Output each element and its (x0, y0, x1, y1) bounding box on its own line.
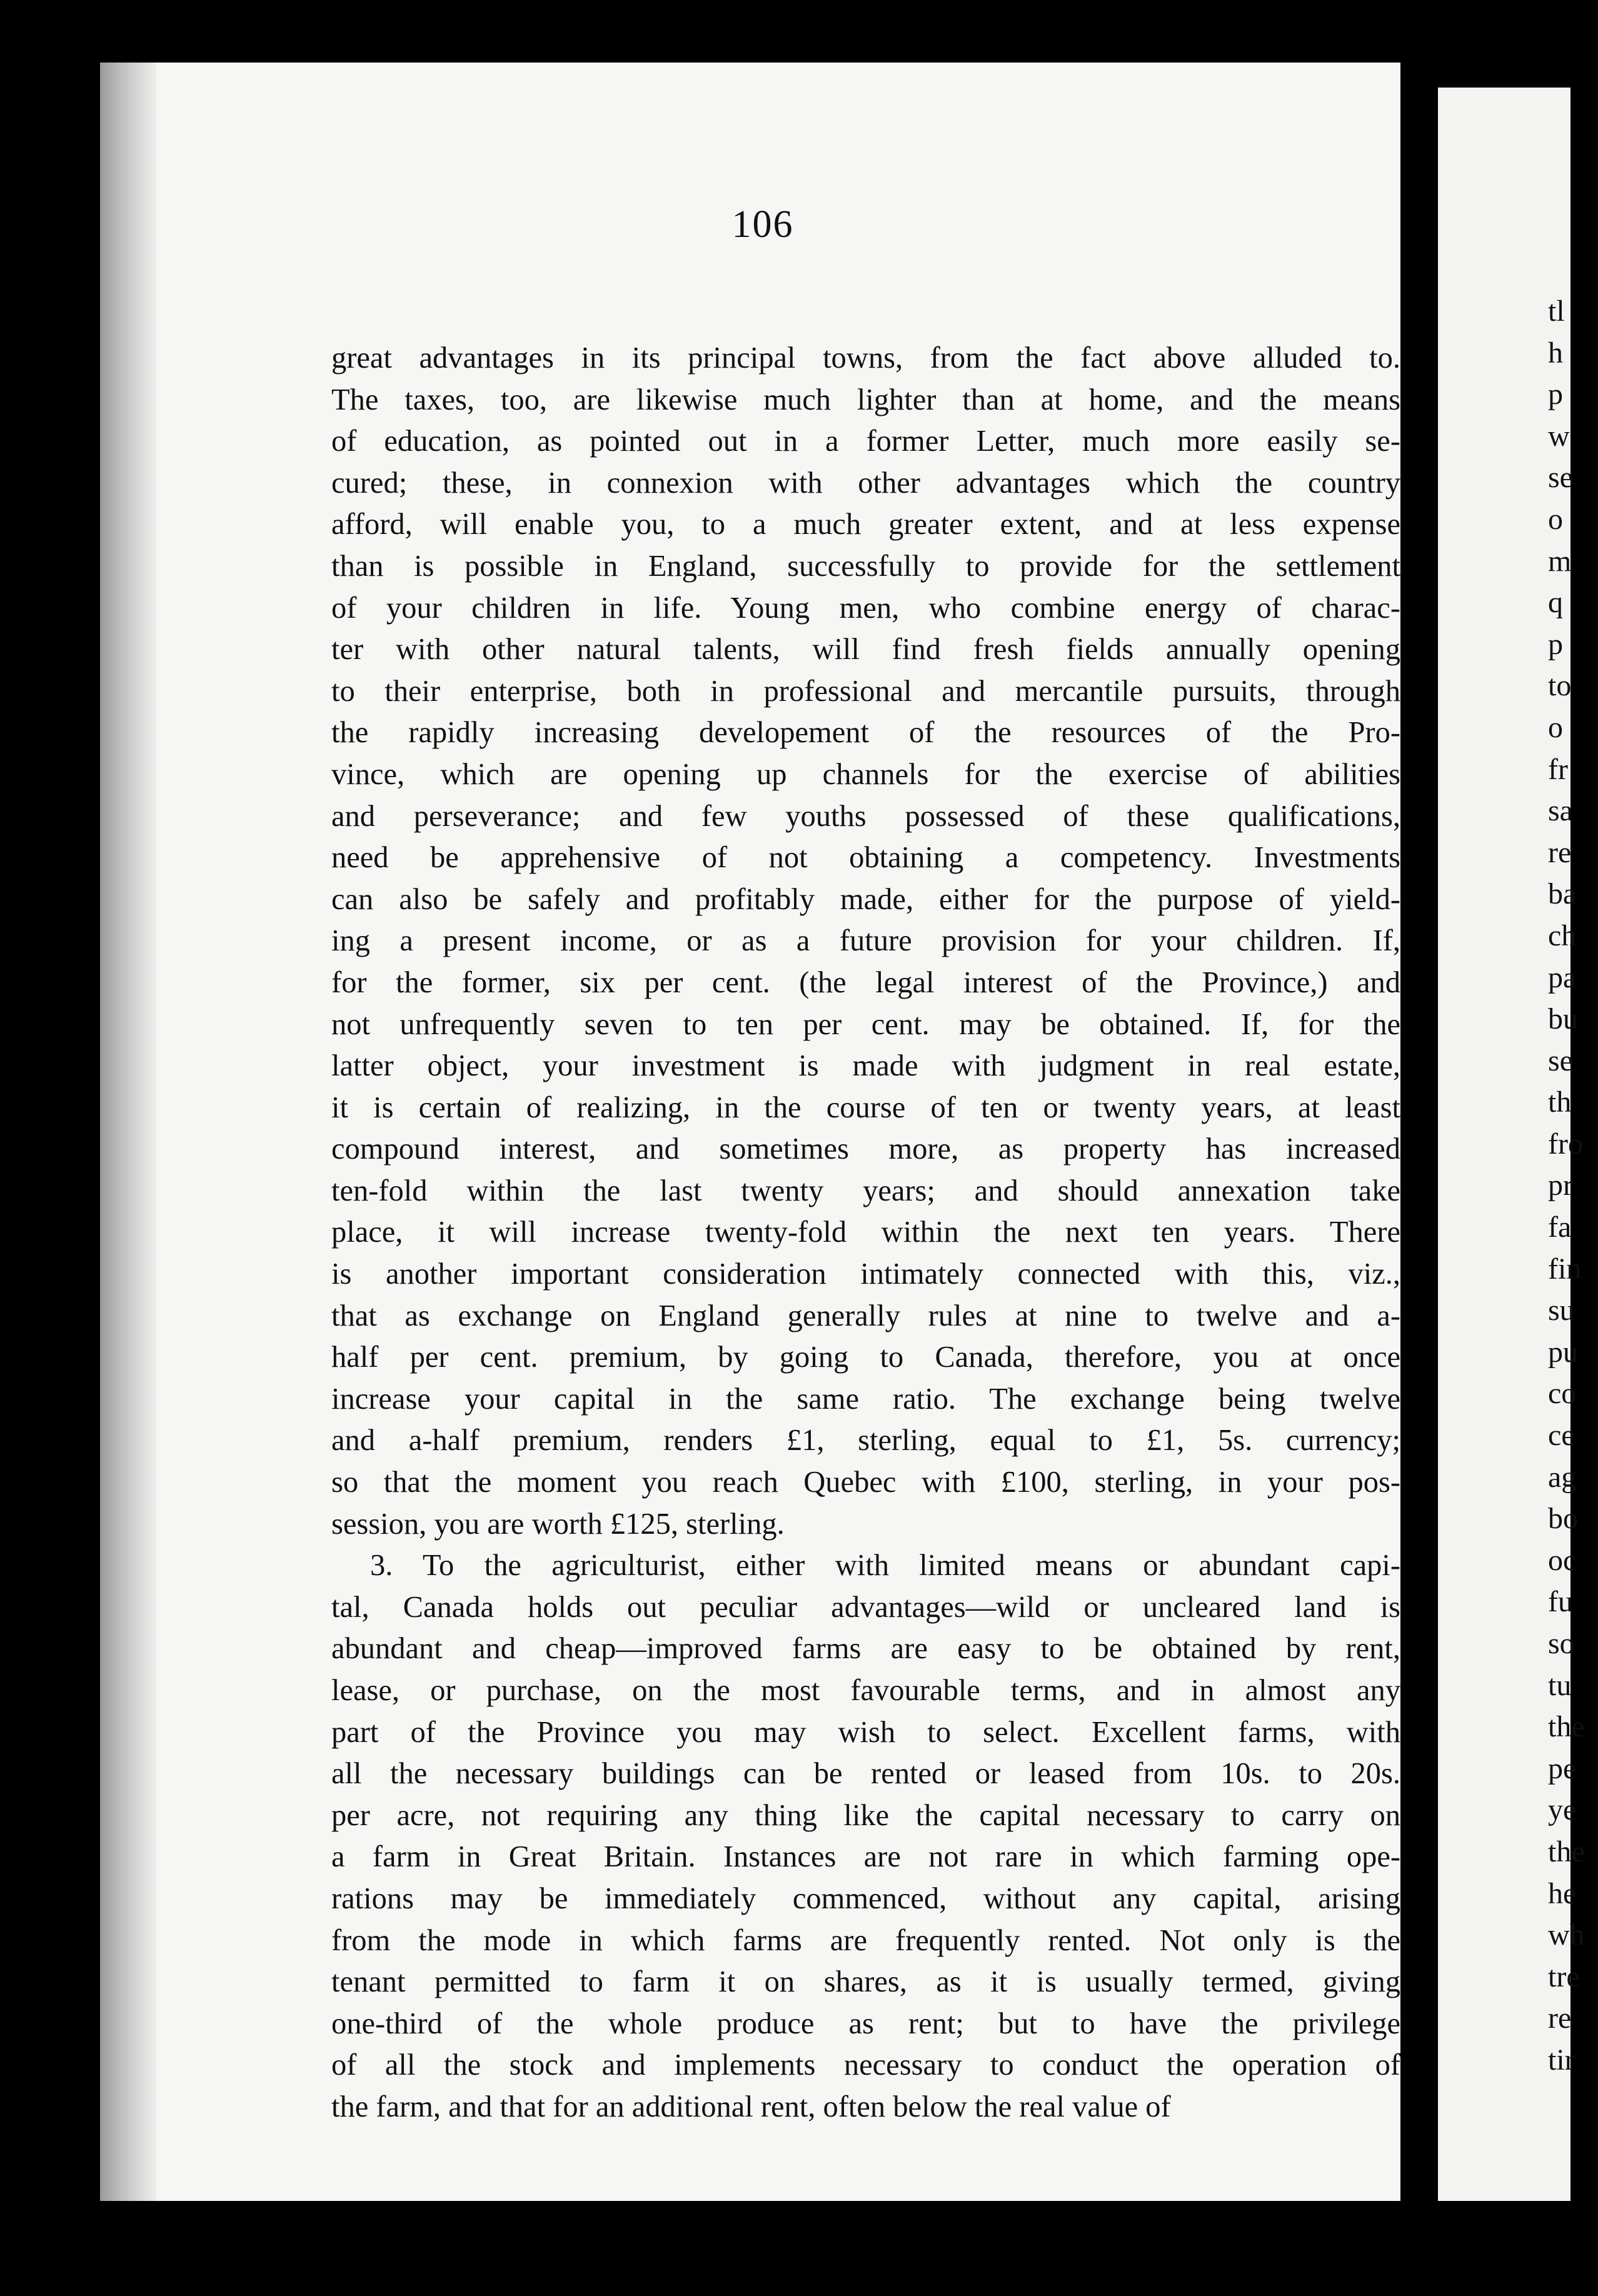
facing-page-line-fragment: oc (1548, 1543, 1577, 1577)
text-line: than is possible in England, successfully to provide for the settlement (331, 549, 1400, 583)
text-line: from the mode in which farms are frequently rented. Not only is the (331, 1923, 1400, 1957)
binding-edge (100, 63, 156, 2201)
facing-page-line-fragment: su (1548, 1294, 1575, 1327)
text-line: it is certain of realizing, in the course of ten or twenty years, at least (331, 1090, 1400, 1124)
text-line: cured; these, in connexion with other advantages which the country (331, 466, 1400, 500)
facing-page-line-fragment: pr (1548, 1169, 1573, 1202)
text-line: of your children in life. Young men, who combine energy of charac- (331, 591, 1400, 625)
facing-page-line-fragment: p (1548, 378, 1563, 411)
text-line: for the former, six per cent. (the legal interest of the Province,) and (331, 965, 1400, 999)
text-line: abundant and cheap—improved farms are easy to be obtained by rent, (331, 1632, 1400, 1666)
facing-page-line-fragment: ag (1548, 1460, 1577, 1494)
text-line: to their enterprise, both in professional and mercantile pursuits, through (331, 674, 1400, 708)
text-line: lease, or purchase, on the most favourable terms, and in almost any (331, 1674, 1400, 1707)
facing-page-line-fragment: th (1548, 1085, 1572, 1119)
text-line: tenant permitted to farm it on shares, as it is usually termed, giving (331, 1965, 1400, 1999)
text-line: and a-half premium, renders £1, sterling, equal to £1, 5s. currency; (331, 1424, 1400, 1458)
facing-page-line-fragment: fro (1548, 1127, 1583, 1161)
text-line: ing a present income, or as a future provision for your children. If, (331, 924, 1400, 958)
text-line: increase your capital in the same ratio. The exchange being twelve (331, 1382, 1400, 1416)
text-line: is another important consideration intimately connected with this, viz., (331, 1257, 1400, 1291)
text-line: of education, as pointed out in a former Letter, much more easily se- (331, 425, 1400, 458)
text-line: the farm, and that for an additional rent, often below the real value of (331, 2090, 1171, 2123)
text-line: the rapidly increasing developement of the resources of the Pro- (331, 716, 1400, 750)
facing-page-line-fragment: tre (1548, 1960, 1580, 1993)
text-line: session, you are worth £125, sterling. (331, 1507, 785, 1541)
facing-page-line-fragment: o (1548, 502, 1563, 536)
left-page (100, 63, 1425, 2201)
facing-page-line-fragment: he (1548, 1876, 1577, 1910)
facing-page-line-fragment: pe (1548, 1751, 1577, 1785)
text-line: 3. To the agriculturist, either with limited means or abundant capi- (370, 1549, 1400, 1583)
text-line: vince, which are opening up channels for the exercise of abilities (331, 757, 1400, 791)
facing-page-line-fragment: the (1548, 1835, 1585, 1868)
text-line: so that the moment you reach Quebec with £100, sterling, in your pos- (331, 1466, 1400, 1499)
text-line: place, it will increase twenty-fold within the next ten years. There (331, 1216, 1400, 1249)
facing-page-line-fragment: tu (1548, 1668, 1572, 1702)
text-line: per acre, not requiring any thing like the capital necessary to carry on (331, 1798, 1400, 1832)
facing-page-line-fragment: q (1548, 586, 1563, 620)
text-line: not unfrequently seven to ten per cent. may be obtained. If, for the (331, 1007, 1400, 1041)
facing-page-line-fragment: m (1548, 544, 1572, 578)
facing-page-line-fragment: ye (1548, 1793, 1577, 1827)
text-line: part of the Province you may wish to select. Excellent farms, with (331, 1715, 1400, 1749)
facing-page-line-fragment: re (1548, 835, 1572, 869)
text-line: can also be safely and profitably made, either for the purpose of yield- (331, 882, 1400, 916)
facing-page-line-fragment: h (1548, 336, 1563, 370)
text-line: all the necessary buildings can be rented or leased from 10s. to 20s. (331, 1757, 1400, 1791)
facing-page-line-fragment: tir (1548, 2043, 1575, 2077)
text-line: one-third of the whole produce as rent; but to have the privilege (331, 2006, 1400, 2040)
facing-page-line-fragment: ce (1548, 1419, 1575, 1453)
text-line: half per cent. premium, by going to Canada, therefore, you at once (331, 1341, 1400, 1374)
facing-page-line-fragment: wh (1548, 1918, 1585, 1952)
facing-page-line-fragment: w (1548, 419, 1570, 453)
text-line: of all the stock and implements necessary to conduct the operation of (331, 2048, 1400, 2082)
text-line: ter with other natural talents, will find fresh fields annually opening (331, 633, 1400, 667)
facing-page-line-fragment: p (1548, 627, 1563, 661)
text-line: and perseverance; and few youths possessed of these qualifications, (331, 799, 1400, 833)
text-line: compound interest, and sometimes more, as property has increased (331, 1132, 1400, 1166)
facing-page-line-fragment: sa (1548, 794, 1573, 828)
facing-page-line-fragment: se (1548, 461, 1573, 495)
facing-page-line-fragment: co (1548, 1377, 1577, 1411)
facing-page-line-fragment: bu (1548, 1002, 1578, 1036)
text-line: latter object, your investment is made with judgment in real estate, (331, 1049, 1400, 1083)
page-gutter (1400, 25, 1438, 2251)
facing-page-line-fragment: so (1548, 1627, 1575, 1660)
text-line: afford, will enable you, to a much greater extent, and at less expense (331, 508, 1400, 541)
text-line: tal, Canada holds out peculiar advantages—wild or uncleared land is (331, 1590, 1400, 1624)
text-line: rations may be immediately commenced, without any capital, arising (331, 1881, 1400, 1915)
facing-page-line-fragment: fr (1548, 752, 1568, 786)
text-line: that as exchange on England generally rules at nine to twelve and a- (331, 1299, 1400, 1332)
text-line: great advantages in its principal towns, from the fact above alluded to. (331, 341, 1400, 375)
facing-page-text (1548, 291, 1598, 2082)
facing-page-line-fragment: fu (1548, 1585, 1573, 1619)
text-line: The taxes, too, are likewise much lighter than at home, and the means (331, 383, 1400, 416)
facing-page-line-fragment: pa (1548, 960, 1577, 994)
facing-page-line-fragment: se (1548, 1044, 1573, 1077)
page-number: 106 (731, 203, 794, 246)
text-line: a farm in Great Britain. Instances are not rare in which farming ope- (331, 1840, 1400, 1874)
facing-page-line-fragment: tl (1548, 295, 1565, 328)
facing-page-line-fragment: re (1548, 2001, 1572, 2035)
facing-page-line-fragment: fin (1548, 1252, 1582, 1286)
text-line: ten-fold within the last twenty years; and should annexation take (331, 1174, 1400, 1207)
facing-page-line-fragment: ba (1548, 877, 1577, 911)
facing-page-line-fragment: o (1548, 710, 1563, 744)
facing-page-line-fragment: bo (1548, 1502, 1578, 1536)
facing-page (1438, 88, 1585, 2201)
facing-page-line-fragment: pu (1548, 1335, 1578, 1369)
facing-page-line-fragment: to (1548, 669, 1572, 703)
body-text (331, 338, 1400, 2128)
text-line: need be apprehensive of not obtaining a competency. Investments (331, 841, 1400, 875)
facing-page-line-fragment: fa (1548, 1211, 1572, 1244)
facing-page-line-fragment: ch (1548, 919, 1577, 952)
facing-page-line-fragment: the (1548, 1710, 1585, 1744)
